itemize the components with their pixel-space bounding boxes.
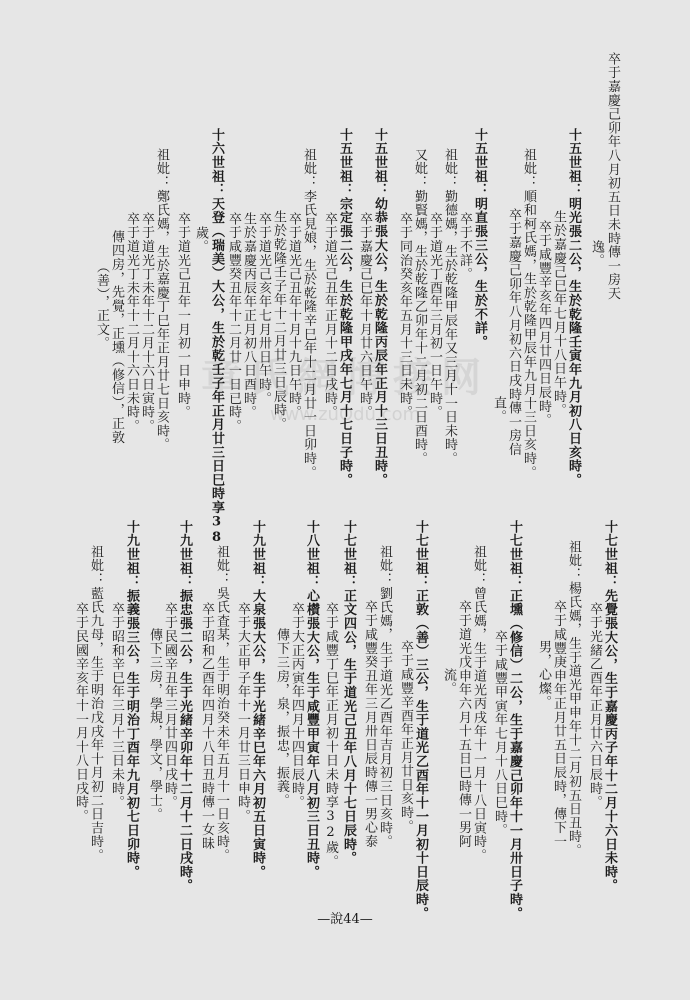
text-column: 傳四房，先覺，正壎（修信），正敦 (109, 230, 124, 445)
text-column: 歲。 (193, 226, 208, 254)
text-column: 卒于道光戊申年六月十五日巳時傳一男阿 (456, 600, 471, 849)
text-column: 卒于大正丙寅年四月十四日辰時。 (289, 602, 304, 809)
text-column: 卒于道光己丑年正月十二日戌時。 (322, 212, 337, 419)
text-column: 十九世祖：振義張三公，生于明治丁酉年九月初七日卯時。 (124, 520, 139, 879)
text-column: （善），正文。 (94, 260, 109, 351)
text-column: 卒于道光己丑年一月初一日申時。 (175, 212, 190, 419)
text-column: 十五世祖：宗定張二公，生於乾隆甲戌年七月十七日子時。 (337, 128, 352, 487)
text-column: 卒于道光己亥年七月卅日午時。 (256, 212, 271, 406)
text-column: 卒于嘉慶己卯年八月初六日戌時傳一房信 (506, 208, 521, 457)
text-column: 流。 (441, 668, 456, 696)
text-column: 卒于大正甲子年十一月廿三日申時。 (235, 602, 250, 823)
text-column: 祖妣：李氏見娘，生於乾隆辛巳年十二月廿一日卯時。 (301, 148, 316, 480)
text-column: 卒于道光己丑年十月十九日午時。 (286, 212, 301, 419)
text-column: 卒于嘉慶己卯年八月初五日未時傳一房天 (605, 52, 620, 301)
text-column: 十六世祖：天登（瑞美）大公，生於乾壬子年正月廿三日巳時享38 (209, 128, 224, 546)
text-column: 卒于咸豐癸丑年三月卅日辰時傳一男心泰 (362, 600, 377, 849)
text-column: 祖妣：勤德媽，生於乾隆甲辰年又三月十一日未時。 (442, 148, 457, 466)
text-column: 祖妣：曾氏媽，生于道光丙戌年十一月十八日寅時。 (471, 545, 486, 863)
text-column: 卒于道光丁未年十二月十六日寅時。 (139, 212, 154, 433)
text-column: 傳下三房，泉，振忠，振義。 (274, 628, 289, 808)
text-column: 十五世祖：明直張三公，生於不詳。 (472, 128, 487, 349)
text-column: 祖妣：鄭氏媽，生於嘉慶丁巳年正月廿七日亥時。 (154, 148, 169, 452)
page-number: —說44— (317, 912, 373, 927)
text-column: 逸。 (589, 240, 604, 268)
text-column: 祖妣：楊氏媽，生于道光甲申年十二月初五日丑時。 (566, 540, 581, 858)
text-column: 卒于不詳。 (457, 212, 472, 281)
text-column: 卒于同治癸亥年五月十三日未時。 (397, 212, 412, 419)
text-column: 十八世祖：心櫕張大公，生于咸豐甲寅年八月初三日丑時。 (304, 520, 319, 879)
text-column: 直。 (491, 396, 506, 424)
text-column: 卒于道光丁酉年三月初一日午時。 (427, 212, 442, 419)
text-column: 十九世祖：振忠張二公，生于光緒辛卯年十二月十二日戌時。 (177, 520, 192, 893)
text-column: 十七世祖：正敦（善）三公，生于道光乙酉年十一月初十日辰時。 (413, 520, 428, 921)
text-column: 十七世祖：正壎（修信）二公，生于嘉慶己卯年十一月卅日子時。 (507, 520, 522, 921)
text-column: 男，心燦。 (536, 640, 551, 709)
watermark-url: www.zuOdu.com (269, 404, 421, 425)
text-column: 十五世祖：幼恭張大公，生於乾隆丙辰年正月十三日丑時。 (372, 128, 387, 487)
text-column: 卒于咸豐辛亥年四月廿四日辰時。 (536, 220, 551, 427)
text-column: 十五世祖：明光張二公，生於乾隆壬寅年九月初八日亥時。 (566, 128, 581, 487)
watermark-chinese: 章氏網博接网 (201, 354, 489, 401)
text-column: 卒于昭和乙酉年四月十八日丑時傳一女昧 (199, 602, 214, 851)
text-column: 祖妣：順和柯氏媽，生於乾隆甲辰年九月十三日亥時。 (521, 148, 536, 480)
text-column: 卒于咸豐丁巳年正月初十日未時享32歲。 (323, 602, 338, 869)
text-column: 祖妣：藍氏九母，生于明治戊戌年十月初二日吉時。 (88, 545, 103, 863)
text-column: 卒于嘉慶己巳年十月廿六日午時。 (357, 212, 372, 419)
text-column: 卒于道光丁未年十二月十六日未時。 (124, 212, 139, 433)
text-column: 卒于昭和辛巳年三月十三日未時。 (109, 602, 124, 809)
text-column: 傳下三房，學規，學文，學士。 (147, 628, 162, 822)
text-column: 生於嘉慶己巳年七月十八日午時。 (551, 210, 566, 417)
text-column: 十七世祖：先覺張大公，生于嘉慶丙子年十二月十六日未時。 (602, 520, 617, 893)
text-column: 卒于民國辛丑年三月廿四日戌時。 (162, 602, 177, 809)
text-column: 卒于民國辛亥年十一月十八日戌時。 (73, 602, 88, 823)
text-column: 卒于光緒乙酉年正月廿六日辰時。 (587, 602, 602, 809)
text-column: 十九世祖：大泉張大公，生于光緒辛巳年六月初五日寅時。 (250, 520, 265, 879)
text-column: 生於嘉慶丙辰年正月初八日酉時。 (241, 212, 256, 419)
text-column: 卒于咸豐辛酉年正月廿日亥時。 (398, 640, 413, 834)
text-column: 生於乾隆壬子年十二月廿三日辰時。 (271, 210, 286, 431)
text-column: 十七世祖：正文四公，生于道光己丑年八月十七日辰時。 (341, 520, 356, 865)
text-column: 卒于咸豐甲寅年七月十八日巳時。 (492, 630, 507, 837)
text-column: 祖妣：劉氏媽，生于道光乙酉年吉月初三日亥時。 (377, 545, 392, 849)
text-column: 卒于咸豐庚申年正月廿五日辰時，傳下一 (551, 600, 566, 849)
text-column: 又妣：勤賢媽，生於乾隆乙卯年十二月初二日酉時。 (412, 148, 427, 466)
text-column: 卒于咸豐癸丑年十二月廿一日已時。 (226, 212, 241, 433)
text-column: 祖妣：吳氏査某，生于明治癸未年五月十一日亥時。 (214, 545, 229, 863)
